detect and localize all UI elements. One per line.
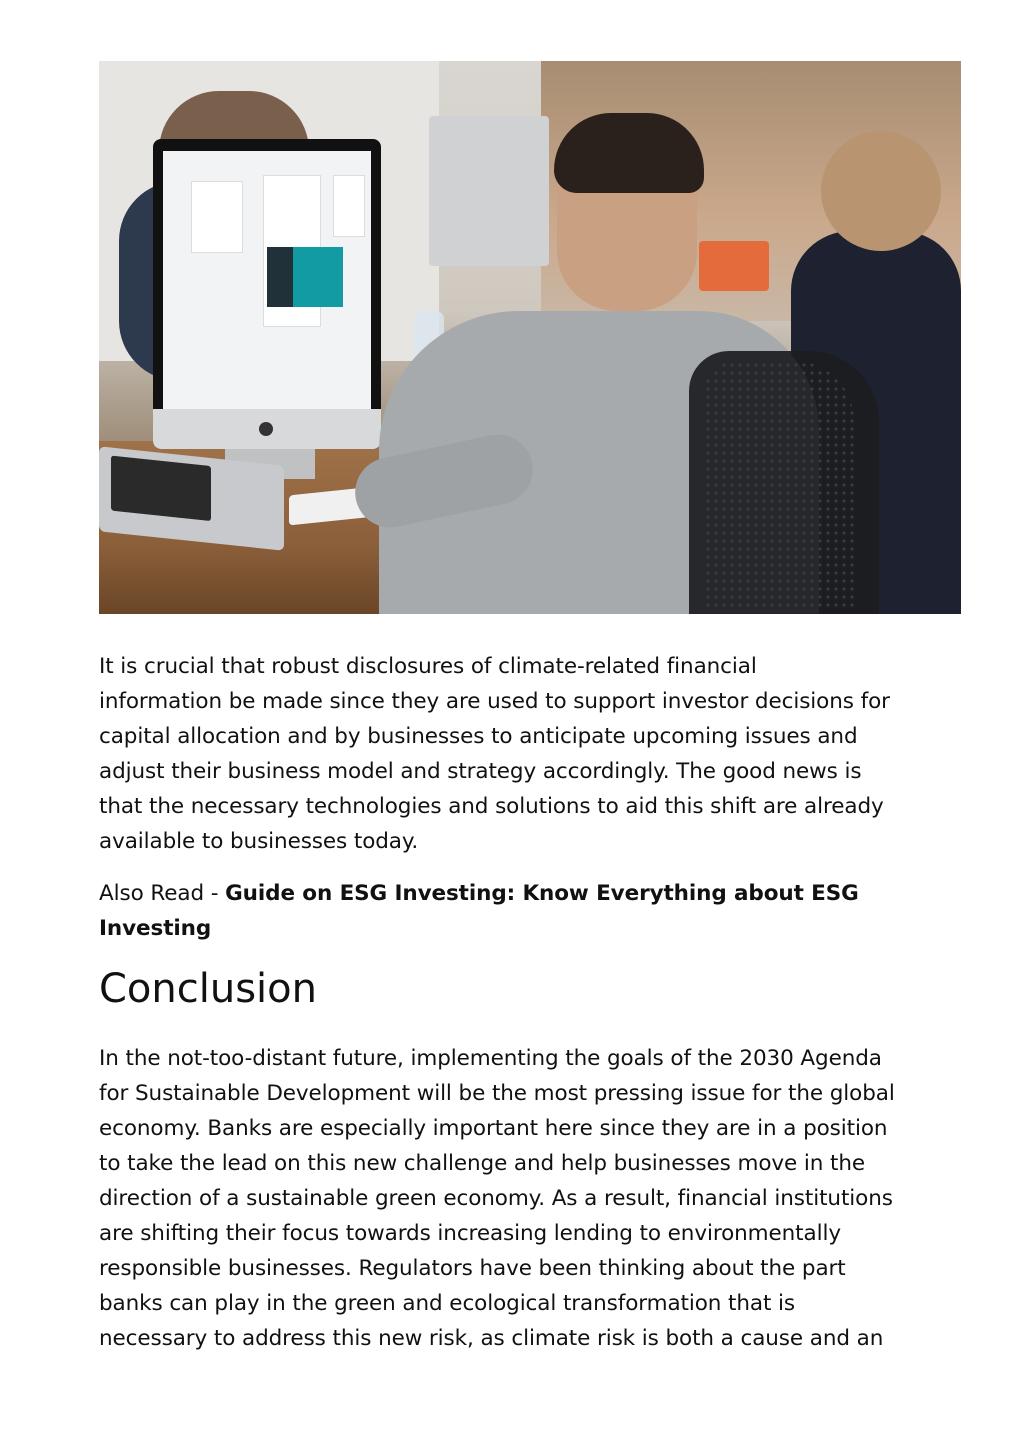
- hero-photo: [99, 61, 961, 614]
- photo-orange-box: [699, 241, 769, 291]
- also-read-prefix: Also Read -: [99, 881, 226, 906]
- photo-imac: [153, 139, 381, 449]
- paragraph-line: responsible businesses. Regulators have been thinking about the part: [99, 1256, 846, 1281]
- photo-imac-screen: [163, 151, 371, 409]
- paragraph-disclosures: [99, 649, 969, 859]
- paragraph-line: to take the lead on this new challenge and help businesses move in the: [99, 1151, 865, 1176]
- paragraph-line: that the necessary technologies and solutions to aid this shift are already: [99, 794, 884, 819]
- paragraph-line: It is crucial that robust disclosures of climate-related financial: [99, 654, 757, 679]
- paragraph-conclusion: [99, 1041, 969, 1356]
- paragraph-line: economy. Banks are especially important here since they are in a position: [99, 1116, 888, 1141]
- paragraph-line: In the not-too-distant future, implementing the goals of the 2030 Agenda: [99, 1046, 882, 1071]
- paragraph-line: banks can play in the green and ecological transformation that is: [99, 1291, 796, 1316]
- apple-logo-icon: [259, 422, 273, 436]
- paragraph-line: capital allocation and by businesses to anticipate upcoming issues and: [99, 724, 858, 749]
- also-read-link-continued[interactable]: Investing: [99, 916, 212, 941]
- section-heading-conclusion: Conclusion: [99, 966, 317, 1012]
- also-read: [99, 876, 969, 946]
- paragraph-line: are shifting their focus towards increasing lending to environmentally: [99, 1221, 841, 1246]
- also-read-link[interactable]: Guide on ESG Investing: Know Everything about ESG: [225, 881, 859, 906]
- photo-second-monitor: [429, 116, 549, 266]
- photo-chair-mesh: [704, 361, 854, 611]
- paragraph-line: available to businesses today.: [99, 829, 419, 854]
- photo-man-hair: [554, 113, 704, 193]
- photo-right-person-head: [821, 131, 941, 251]
- paragraph-line: for Sustainable Development will be the most pressing issue for the global: [99, 1081, 895, 1106]
- paragraph-line: necessary to address this new risk, as climate risk is both a cause and an: [99, 1326, 884, 1351]
- paragraph-line: information be made since they are used to support investor decisions for: [99, 689, 890, 714]
- article-page: [99, 61, 961, 1351]
- paragraph-line: direction of a sustainable green economy. As a result, financial institutions: [99, 1186, 893, 1211]
- paragraph-line: adjust their business model and strategy accordingly. The good news is: [99, 759, 862, 784]
